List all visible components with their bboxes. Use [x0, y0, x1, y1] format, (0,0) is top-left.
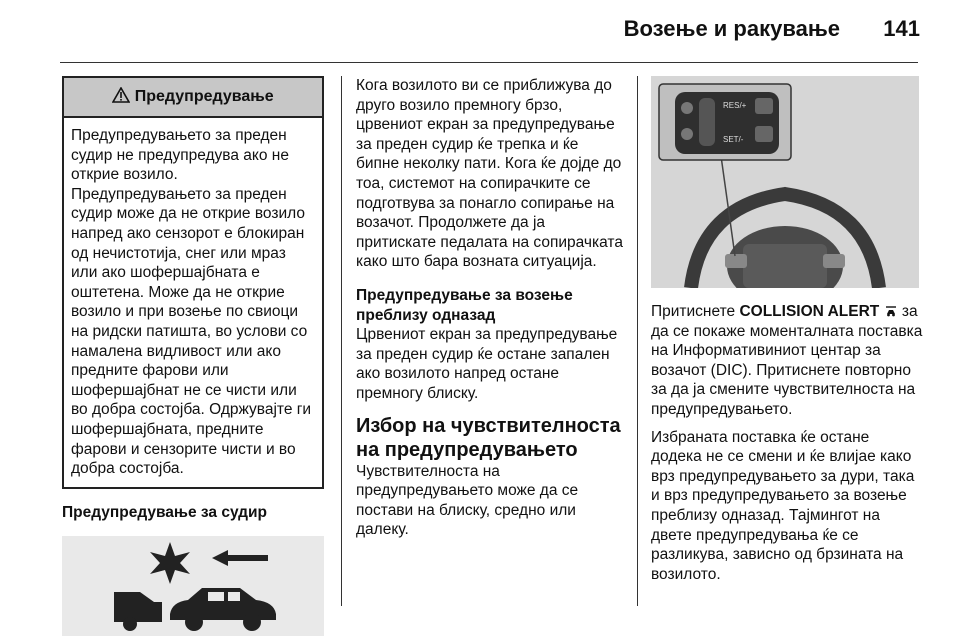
col2-paragraph-1: Кога возилото ви се приближува до друго возило премногу брзо, црвениот екран за предупредување за преден судир ќе трепка и ќе бипне неколку пати. Кога ќе дојде до тоа, системот на сопирачките се подготвува за понагло сопирање на возачот. Продолжете да ја притискате педалата на сопирачката како што бара возната ситуација. — [356, 77, 623, 271]
svg-text:RES/+: RES/+ — [723, 101, 747, 110]
press-prefix: Притиснете — [651, 303, 736, 320]
sensitivity-heading: Избор на чувствителноста на предупредувањето — [356, 414, 621, 461]
column-divider-2 — [637, 76, 638, 606]
col3-paragraph-1 — [651, 302, 923, 420]
collision-warning-figure — [62, 536, 324, 636]
column-2 — [356, 76, 624, 540]
col3-paragraph-2: Избраната поставка ќе остане додека не се смени и ќе влијае како врз предупредувањето за дури, така и врз предупредувањето за возење преблизу одназад. Тајмингот на двете предупредувања ќе се разликува, зависно од брзината на возилото. — [651, 428, 915, 583]
collision-warning-symbol-icon — [62, 536, 324, 636]
col2-paragraph-2: Црвениот екран за предупредување за преден судир ќе остане запален ако возилото напред остане премногу блиску. — [356, 326, 618, 402]
warning-paragraph-1: Предупредувањето за преден судир не предупредува ако не открие возило. — [71, 127, 289, 184]
column-1 — [62, 76, 324, 636]
warning-box-body — [64, 118, 322, 487]
page-header — [0, 14, 960, 50]
svg-text:SET/-: SET/- — [723, 135, 744, 144]
collision-alert-icon — [884, 303, 902, 320]
warning-box-title: Предупредување — [134, 88, 274, 105]
col2-paragraph-3: Чувствителноста на предупредувањето може да се постави на блиску, средно или далеку. — [356, 462, 579, 539]
page-header-title: Возење и ракување — [623, 16, 840, 41]
collision-warning-subheading: Предупредување за судир — [62, 503, 268, 521]
press-rest: за да се покаже моменталната поставка на Информативиниот центар за возачот (DIC). Притиснете повторно за да ја смените чувствителноста на предупредувањето. — [651, 303, 923, 418]
tailgating-subheading: Предупредување за возење преблизу одназад — [356, 286, 573, 324]
page-number: 141 — [883, 16, 920, 41]
collision-alert-button-label: COLLISION ALERT — [739, 303, 880, 320]
column-divider-1 — [341, 76, 342, 606]
warning-paragraph-2: Предупредувањето за преден судир може да не открие возило напред ако сензорот е блокиран од нечистотија, снег или мраз или ако шофершајбната е оштетена. Може да не открие возило и при возење по свиоци на ридски патишта, во услови со намалена видливост или ако предните фарови или шофершајбнат не се чисти или во добра состојба. Одржувајте ги шофершајбната, предните фарови и сензорите чисти и во добра состојба. — [71, 185, 312, 478]
warning-triangle-icon — [112, 88, 134, 105]
header-divider — [60, 62, 918, 63]
steering-wheel-figure — [651, 76, 919, 288]
column-3 — [651, 76, 923, 584]
warning-box — [62, 76, 324, 489]
warning-box-header — [64, 78, 322, 118]
